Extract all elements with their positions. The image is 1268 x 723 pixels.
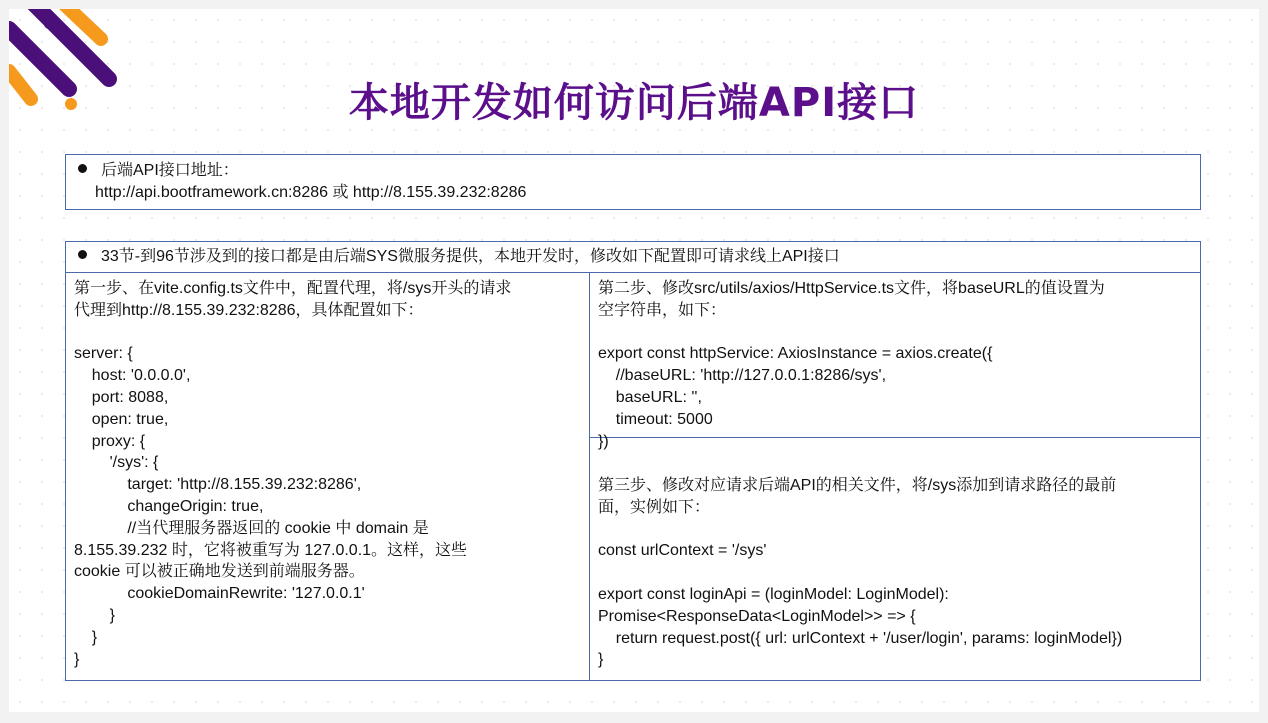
step2-cell [590, 273, 1200, 450]
api-address-urls: http://api.bootframework.cn:8286 或 http://8.155.39.232:8286 [95, 184, 527, 201]
bullet-icon [78, 164, 87, 173]
step2-text: 第二步、修改src/utils/axios/HttpService.ts文件，将baseURL的值设置为 空字符串，如下： export const httpService: AxiosInstance = axios.create({ //baseURL: 'http://127.0.0.1:8286/sys', baseURL: '', timeout: 5000 }) [598, 280, 1105, 450]
step1-text: 第一步、在vite.config.ts文件中，配置代理，将/sys开头的请求 代理到http://8.155.39.232:8286，具体配置如下： server: { host: '0.0.0.0', port: 8088, open: true, proxy: { '/sys': { target: 'http://8.155.39.232:8286', changeOrigin: true, //当代理服务器返回的 cookie 中 domain 是 8.155.39.232 时，它将被重写为 127.0.0.1。这样，这些 cookie 可以被正确地发送到前端服务器。 cookieDomainRewrite: '127.0.0.1' } } } [74, 280, 512, 668]
slide [9, 9, 1259, 712]
slide-title: 本地开发如何访问后端API接口 [348, 80, 920, 126]
config-steps-box [65, 241, 1201, 681]
step3-text: 第三步、修改对应请求后端API的相关文件，将/sys添加到请求路径的最前 面，实例如下： const urlContext = '/sys' export const loginApi = (loginModel: LoginModel): Promise<ResponseData<LoginModel>> => { return request.post({ url: urlContext + '/user/login', params: loginModel}) } [598, 477, 1123, 669]
bullet-icon [78, 250, 87, 259]
step1-cell [66, 273, 590, 680]
api-address-label: 后端API接口地址： [101, 162, 239, 179]
config-steps-header [66, 242, 1200, 273]
api-address-box [65, 154, 1201, 210]
config-steps-header-text: 33节-到96节涉及到的接口都是由后端SYS微服务提供，本地开发时，修改如下配置即可请求线上API接口 [101, 248, 840, 265]
